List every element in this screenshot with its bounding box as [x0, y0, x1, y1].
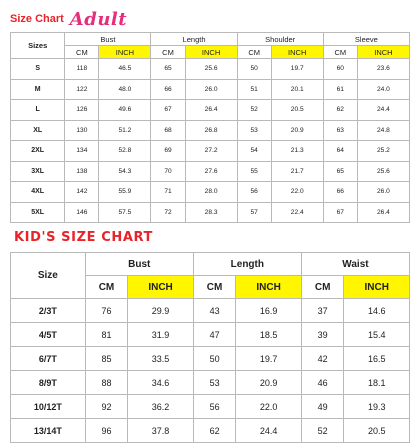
adult-value-cell: 118	[65, 59, 99, 80]
kids-value-cell: 53	[193, 371, 236, 395]
kids-value-cell: 62	[193, 419, 236, 443]
kids-unit-inch: INCH	[236, 276, 301, 299]
adult-table-row	[11, 161, 410, 182]
kids-value-cell: 43	[193, 299, 236, 323]
kids-value-cell: 19.3	[344, 395, 410, 419]
adult-value-cell: 28.3	[185, 202, 237, 223]
adult-table-row	[11, 100, 410, 121]
adult-value-cell: 51	[237, 79, 271, 100]
adult-value-cell: 23.6	[357, 59, 409, 80]
adult-value-cell: 53	[237, 120, 271, 141]
kids-group-length: Length	[193, 253, 301, 276]
adult-value-cell: 22.0	[271, 182, 323, 203]
adult-value-cell: 61	[323, 79, 357, 100]
adult-value-cell: 24.0	[357, 79, 409, 100]
kids-table-row	[11, 395, 410, 419]
adult-table-row	[11, 120, 410, 141]
kids-value-cell: 96	[85, 419, 128, 443]
kids-value-cell: 34.6	[128, 371, 193, 395]
adult-table-row	[11, 202, 410, 223]
adult-unit-inch: INCH	[357, 46, 409, 59]
adult-value-cell: 56	[237, 182, 271, 203]
adult-value-cell: 63	[323, 120, 357, 141]
adult-table-body	[11, 59, 410, 223]
adult-size-cell: 5XL	[11, 202, 65, 223]
adult-value-cell: 126	[65, 100, 99, 121]
adult-value-cell: 72	[151, 202, 185, 223]
adult-value-cell: 52	[237, 100, 271, 121]
kids-value-cell: 50	[193, 347, 236, 371]
kids-size-cell: 13/14T	[11, 419, 86, 443]
adult-value-cell: 62	[323, 100, 357, 121]
adult-value-cell: 54	[237, 141, 271, 162]
adult-chart-title	[10, 8, 127, 30]
adult-value-cell: 130	[65, 120, 99, 141]
adult-value-cell: 20.5	[271, 100, 323, 121]
kids-value-cell: 88	[85, 371, 128, 395]
kids-value-cell: 85	[85, 347, 128, 371]
adult-value-cell: 26.4	[185, 100, 237, 121]
adult-value-cell: 68	[151, 120, 185, 141]
adult-value-cell: 50	[237, 59, 271, 80]
adult-value-cell: 20.9	[271, 120, 323, 141]
adult-value-cell: 60	[323, 59, 357, 80]
kids-table-row	[11, 323, 410, 347]
adult-value-cell: 21.3	[271, 141, 323, 162]
adult-value-cell: 70	[151, 161, 185, 182]
kids-value-cell: 19.7	[236, 347, 301, 371]
adult-value-cell: 146	[65, 202, 99, 223]
kids-unit-cm: CM	[193, 276, 236, 299]
adult-unit-cm: CM	[237, 46, 271, 59]
kids-value-cell: 15.4	[344, 323, 410, 347]
adult-unit-inch: INCH	[271, 46, 323, 59]
adult-value-cell: 122	[65, 79, 99, 100]
adult-value-cell: 26.8	[185, 120, 237, 141]
adult-size-cell: M	[11, 79, 65, 100]
adult-value-cell: 28.0	[185, 182, 237, 203]
adult-size-cell: 4XL	[11, 182, 65, 203]
adult-size-cell: 3XL	[11, 161, 65, 182]
kids-size-cell: 10/12T	[11, 395, 86, 419]
adult-value-cell: 66	[151, 79, 185, 100]
kids-group-waist: Waist	[301, 253, 409, 276]
adult-unit-inch: INCH	[185, 46, 237, 59]
adult-value-cell: 54.3	[99, 161, 151, 182]
kids-value-cell: 37.8	[128, 419, 193, 443]
kids-value-cell: 20.9	[236, 371, 301, 395]
adult-value-cell: 19.7	[271, 59, 323, 80]
kids-chart-title: KID'S SIZE CHART	[14, 230, 153, 245]
adult-value-cell: 57	[237, 202, 271, 223]
adult-value-cell: 46.5	[99, 59, 151, 80]
kids-value-cell: 46	[301, 371, 344, 395]
adult-group-length: Length	[151, 33, 237, 46]
kids-value-cell: 16.5	[344, 347, 410, 371]
adult-value-cell: 24.8	[357, 120, 409, 141]
adult-value-cell: 65	[151, 59, 185, 80]
adult-value-cell: 67	[323, 202, 357, 223]
adult-unit-inch: INCH	[99, 46, 151, 59]
kids-value-cell: 39	[301, 323, 344, 347]
kids-value-cell: 56	[193, 395, 236, 419]
adult-size-cell: 2XL	[11, 141, 65, 162]
kids-value-cell: 20.5	[344, 419, 410, 443]
adult-group-bust: Bust	[65, 33, 151, 46]
adult-value-cell: 27.6	[185, 161, 237, 182]
kids-table-body	[11, 299, 410, 443]
kids-size-cell: 4/5T	[11, 323, 86, 347]
adult-table-row	[11, 79, 410, 100]
kids-size-cell: 2/3T	[11, 299, 86, 323]
adult-value-cell: 21.7	[271, 161, 323, 182]
adult-value-cell: 65	[323, 161, 357, 182]
adult-value-cell: 22.4	[271, 202, 323, 223]
adult-value-cell: 134	[65, 141, 99, 162]
adult-value-cell: 66	[323, 182, 357, 203]
adult-unit-cm: CM	[151, 46, 185, 59]
adult-value-cell: 55.9	[99, 182, 151, 203]
adult-value-cell: 25.6	[185, 59, 237, 80]
adult-value-cell: 142	[65, 182, 99, 203]
kids-table-row	[11, 371, 410, 395]
adult-value-cell: 55	[237, 161, 271, 182]
kids-value-cell: 52	[301, 419, 344, 443]
kids-value-cell: 81	[85, 323, 128, 347]
adult-label: Adult	[69, 8, 128, 30]
kids-value-cell: 92	[85, 395, 128, 419]
adult-value-cell: 52.8	[99, 141, 151, 162]
adult-value-cell: 25.2	[357, 141, 409, 162]
kids-size-cell: 6/7T	[11, 347, 86, 371]
kids-table-row	[11, 347, 410, 371]
adult-size-header: Sizes	[11, 33, 65, 59]
kids-unit-inch: INCH	[344, 276, 410, 299]
kids-value-cell: 36.2	[128, 395, 193, 419]
adult-table-row	[11, 59, 410, 80]
adult-group-shoulder: Shoulder	[237, 33, 323, 46]
kids-value-cell: 76	[85, 299, 128, 323]
adult-unit-cm: CM	[323, 46, 357, 59]
kids-value-cell: 16.9	[236, 299, 301, 323]
adult-value-cell: 69	[151, 141, 185, 162]
kids-table-row	[11, 299, 410, 323]
adult-value-cell: 26.0	[185, 79, 237, 100]
kids-unit-inch: INCH	[128, 276, 193, 299]
kids-size-cell: 8/9T	[11, 371, 86, 395]
adult-table-row	[11, 141, 410, 162]
adult-size-cell: S	[11, 59, 65, 80]
kids-value-cell: 49	[301, 395, 344, 419]
adult-value-cell: 71	[151, 182, 185, 203]
adult-value-cell: 51.2	[99, 120, 151, 141]
kids-group-bust: Bust	[85, 253, 193, 276]
adult-size-table	[10, 32, 410, 223]
kids-unit-cm: CM	[85, 276, 128, 299]
adult-table-row	[11, 182, 410, 203]
size-chart-label: Size Chart	[10, 13, 64, 25]
adult-value-cell: 24.4	[357, 100, 409, 121]
adult-size-cell: L	[11, 100, 65, 121]
kids-value-cell: 22.0	[236, 395, 301, 419]
kids-value-cell: 18.1	[344, 371, 410, 395]
kids-value-cell: 31.9	[128, 323, 193, 347]
kids-value-cell: 18.5	[236, 323, 301, 347]
kids-size-table	[10, 252, 410, 443]
adult-value-cell: 26.0	[357, 182, 409, 203]
adult-value-cell: 138	[65, 161, 99, 182]
kids-value-cell: 14.6	[344, 299, 410, 323]
kids-value-cell: 24.4	[236, 419, 301, 443]
kids-value-cell: 33.5	[128, 347, 193, 371]
adult-unit-cm: CM	[65, 46, 99, 59]
kids-size-header: Size	[11, 253, 86, 299]
kids-value-cell: 37	[301, 299, 344, 323]
adult-value-cell: 25.6	[357, 161, 409, 182]
adult-size-cell: XL	[11, 120, 65, 141]
adult-value-cell: 67	[151, 100, 185, 121]
adult-value-cell: 48.0	[99, 79, 151, 100]
adult-value-cell: 26.4	[357, 202, 409, 223]
kids-value-cell: 29.9	[128, 299, 193, 323]
adult-value-cell: 57.5	[99, 202, 151, 223]
kids-value-cell: 42	[301, 347, 344, 371]
adult-value-cell: 49.6	[99, 100, 151, 121]
kids-value-cell: 47	[193, 323, 236, 347]
adult-group-sleeve: Sleeve	[323, 33, 409, 46]
kids-unit-cm: CM	[301, 276, 344, 299]
adult-value-cell: 27.2	[185, 141, 237, 162]
adult-value-cell: 20.1	[271, 79, 323, 100]
adult-value-cell: 64	[323, 141, 357, 162]
